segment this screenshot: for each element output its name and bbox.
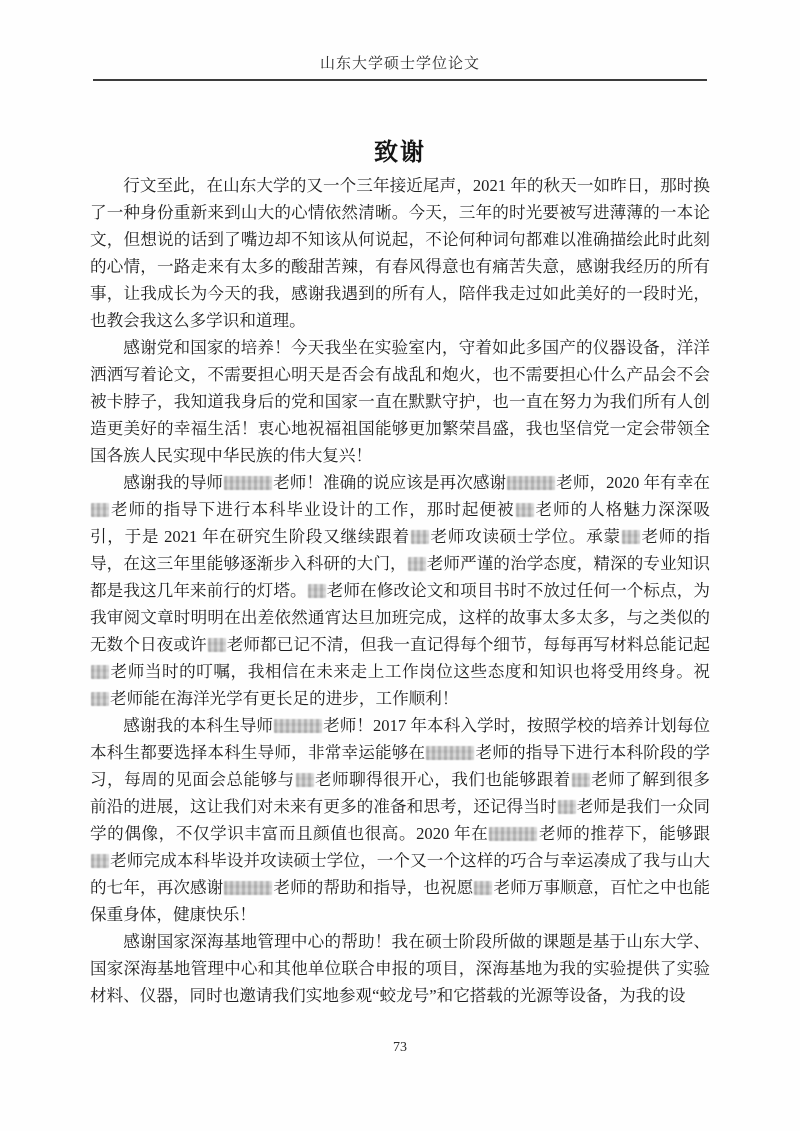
page-title: 致谢 bbox=[374, 140, 426, 167]
redacted-name bbox=[224, 881, 272, 895]
paragraph: 感谢国家深海基地管理中心的帮助！我在硕士阶段所做的课题是基于山东大学、国家深海基地管理中心和其他单位联合申报的项目，深海基地为我的实验提供了实验材料、仪器，同时也邀请我们实地参观“蛟龙号”和它搭载的光源等设备，为我的设 bbox=[90, 932, 710, 1005]
redacted-name bbox=[516, 503, 534, 517]
redacted-name bbox=[622, 530, 640, 544]
paragraph: 行文至此，在山东大学的又一个三年接近尾声，2021 年的秋天一如昨日，那时换了一种身份重新来到山大的心情依然清晰。今天，三年的时光要被写进薄薄的一本论文，但想说的话到了嘴边却不知该从何说起，不论何种词句都难以准确描绘此时此刻的心情，一路走来有太多的酸甜苦辣，有春风得意也有痛苦失意，感谢我经历的所有事，让我成长为今天的我，感谢我遇到的所有人，陪伴我走过如此美好的一段时光，也教会我这么多学识和道理。 bbox=[90, 176, 710, 330]
paragraph: 感谢我的导师 老师！准确的说应该是再次感谢 老师，2020 年有幸在老师的指导下进行本科毕业设计的工作，那时起便被 老师的人格魅力深深吸引，于是 2021 年在研究生阶段又继续跟着 老师攻读硕士学位。承蒙 老师的指导，在这三年里能够逐渐步入科研的大门， 老师严谨的治学态度，精深的专业知识都是我这几年来前行的灯塔。 老师在修改论文和项目书时不放过任何一个标点，为我审阅文章时明明在出差依然通宵达旦加班完成，这样的故事太多太多，与之类似的无数个日夜或许 老师都已记不清，但我一直记得每个细节，每每再写材料总能记起老师当时的叮嘱，我相信在未来走上工作岗位这些态度和知识也将受用终身。祝老师能在海洋光学有更长足的进步，工作顺利！ bbox=[90, 473, 711, 708]
paragraph: 感谢我的本科生导师 老师！2017 年本科入学时，按照学校的培养计划每位本科生都要选择本科生导师，非常幸运能够在 老师的指导下进行本科阶段的学习，每周的见面会总能够与 老师聊得很开心，我们也能够跟着 老师了解到很多前沿的进展，这让我们对未来有更多的准备和思考，还记得当时 老师是我们一众同学的偶像，不仅学识丰富而且颜值也很高。2020 年在 老师的推荐下，能够跟老师完成本科毕设并攻读硕士学位，一个又一个这样的巧合与幸运凑成了我与山大的七年，再次感谢 老师的帮助和指导，也祝愿 老师万事顺意，百忙之中也能保重身体，健康快乐！ bbox=[90, 716, 711, 924]
redacted-name bbox=[426, 746, 474, 760]
redacted-name bbox=[489, 827, 537, 841]
redacted-name bbox=[507, 476, 555, 490]
paragraph: 感谢党和国家的培养！今天我坐在实验室内，守着如此多国产的仪器设备，洋洋洒洒写着论文，不需要担心明天是否会有战乱和炮火，也不需要担心什么产品会不会被卡脖子，我知道我身后的党和国家一直在默默守护，也一直在努力为我们所有人创造更美好的幸福生活！衷心地祝福祖国能够更加繁荣昌盛，我也坚信党一定会带领全国各族人民实现中华民族的伟大复兴！ bbox=[90, 338, 710, 465]
redacted-name bbox=[572, 773, 590, 787]
redacted-name bbox=[408, 557, 426, 571]
redacted-name bbox=[91, 503, 109, 517]
redacted-name bbox=[474, 881, 492, 895]
running-header-text: 山东大学硕士学位论文 bbox=[319, 56, 480, 72]
redacted-name bbox=[224, 476, 272, 490]
redacted-name bbox=[296, 773, 314, 787]
redacted-name bbox=[208, 638, 226, 652]
redacted-name bbox=[558, 800, 576, 814]
redacted-name bbox=[91, 692, 109, 706]
redacted-name bbox=[411, 530, 429, 544]
redacted-name bbox=[91, 665, 109, 679]
page-number: 73 bbox=[393, 1040, 407, 1055]
document-body bbox=[90, 172, 710, 1009]
running-header bbox=[93, 52, 707, 81]
redacted-name bbox=[91, 854, 109, 868]
redacted-name bbox=[274, 719, 322, 733]
redacted-name bbox=[308, 584, 326, 598]
